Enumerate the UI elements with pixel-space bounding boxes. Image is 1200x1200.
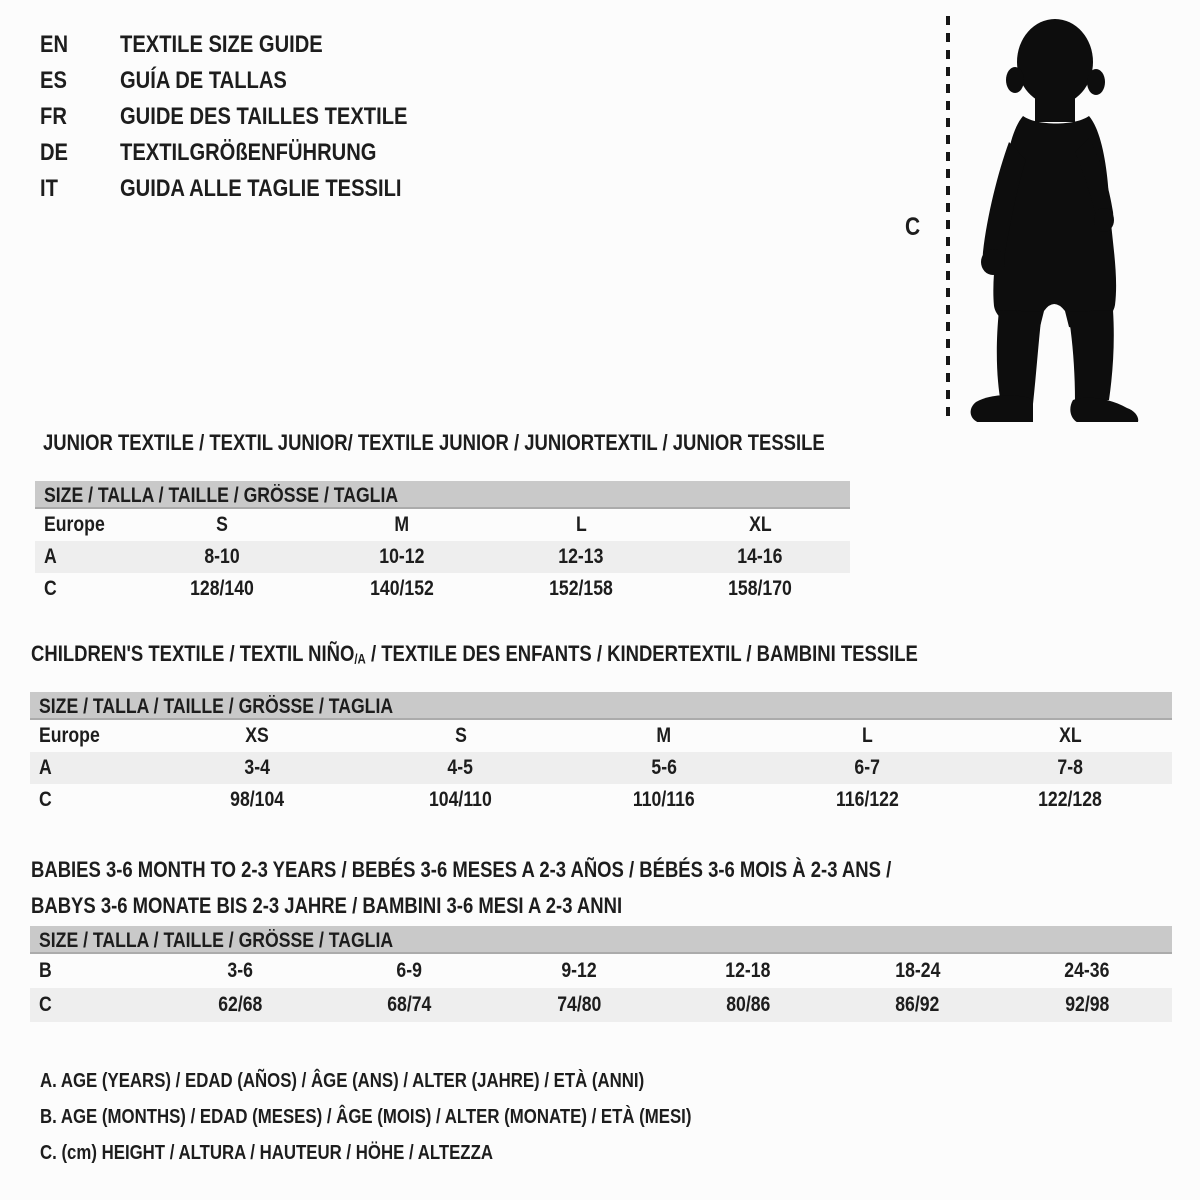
table-cell: L (575, 513, 587, 536)
guide-title: GUIDA ALLE TAGLIE TESSILI (120, 175, 402, 202)
toddler-silhouette-image (963, 10, 1145, 422)
table-cell: 80/86 (726, 993, 771, 1016)
table-cell: 4-5 (447, 756, 474, 779)
table-cell: XS (245, 724, 270, 747)
table-cell: 24-36 (1064, 959, 1110, 982)
size-header-band: SIZE / TALLA / TAILLE / GRÖSSE / TAGLIA (30, 692, 1172, 720)
row-label-cell: Europe (39, 724, 100, 747)
table-cell: 98/104 (230, 788, 285, 811)
nino-a-subscript: /A (354, 651, 366, 667)
table-cell: 104/110 (429, 788, 492, 811)
table-cell: 6-7 (854, 756, 880, 779)
table-cell: 18-24 (895, 959, 941, 982)
height-measure-dashed-line (946, 16, 950, 418)
language-code: DE (40, 139, 69, 166)
table-cell: 7-8 (1057, 756, 1084, 779)
row-label-cell: C (44, 577, 57, 600)
size-header-band: SIZE / TALLA / TAILLE / GRÖSSE / TAGLIA (35, 481, 850, 509)
language-code: EN (40, 31, 69, 58)
size-header-band: SIZE / TALLA / TAILLE / GRÖSSE / TAGLIA (30, 926, 1172, 954)
guide-title: GUÍA DE TALLAS (120, 67, 287, 94)
language-code: IT (40, 175, 58, 202)
row-label-cell: B (39, 959, 52, 982)
table-row (30, 988, 1172, 1022)
table-cell: XL (749, 513, 772, 536)
table-cell: 6-9 (396, 959, 423, 982)
table-cell: XL (1059, 724, 1082, 747)
row-label-cell: C (39, 788, 52, 811)
table-cell: 9-12 (561, 959, 597, 982)
table-cell: 92/98 (1064, 993, 1110, 1016)
table-cell: 68/74 (387, 993, 432, 1016)
table-cell: 122/128 (1038, 788, 1103, 811)
table-cell: 152/158 (549, 577, 613, 600)
language-title-list (40, 27, 462, 207)
guide-title: GUIDE DES TAILLES TEXTILE (120, 103, 408, 130)
table-cell: 140/152 (369, 577, 434, 600)
table-cell: 14-16 (737, 545, 783, 568)
height-measure-label: C (905, 213, 921, 241)
row-label-cell: C (39, 993, 52, 1016)
table-cell: 62/68 (218, 993, 263, 1016)
babies-size-table (30, 926, 1172, 1022)
table-row (35, 541, 850, 573)
table-row (35, 509, 850, 541)
table-row (35, 573, 850, 605)
language-row (40, 99, 462, 135)
table-cell: 12-18 (725, 959, 771, 982)
legend-line-a: A. AGE (YEARS) / EDAD (AÑOS) / ÂGE (ANS) / ALTER (JAHRE) / ETÀ (ANNI) (40, 1070, 645, 1092)
language-row (40, 171, 462, 207)
babies-section-title: BABIES 3-6 MONTH TO 2-3 YEARS / BEBÉS 3-6 MESES A 2-3 AÑOS / BÉBÉS 3-6 MOIS À 2-3 ANS / BABYS 3-6 MONATE BIS 2-3 JAHRE / BAMBINI 3-6 MESI A 2-3 ANNI (31, 857, 892, 918)
legend-line-b: B. AGE (MONTHS) / EDAD (MESES) / ÂGE (MOIS) / ALTER (MONATE) / ETÀ (MESI) (40, 1106, 692, 1128)
language-code: FR (40, 103, 67, 130)
children-size-table (30, 692, 1172, 816)
table-cell: 158/170 (728, 577, 793, 600)
table-cell: 74/80 (556, 993, 602, 1016)
table-cell: 128/140 (190, 577, 255, 600)
table-cell: L (861, 724, 873, 747)
guide-title: TEXTILE SIZE GUIDE (120, 31, 323, 58)
table-row (30, 784, 1172, 816)
table-cell: 8-10 (204, 545, 241, 568)
table-cell: 3-4 (244, 756, 270, 779)
table-cell: 116/122 (835, 788, 899, 811)
table-cell: 10-12 (379, 545, 425, 568)
language-code: ES (40, 67, 67, 94)
junior-section-title: JUNIOR TEXTILE / TEXTIL JUNIOR/ TEXTILE JUNIOR / JUNIORTEXTIL / JUNIOR TESSILE (43, 430, 825, 455)
measurement-legend (40, 1063, 816, 1171)
language-row (40, 63, 462, 99)
table-cell: S (216, 513, 229, 536)
table-cell: 110/116 (632, 788, 695, 811)
legend-line-c: C. (cm) HEIGHT / ALTURA / HAUTEUR / HÖHE / ALTEZZA (40, 1142, 493, 1164)
row-label-cell: Europe (44, 513, 105, 536)
table-cell: 3-6 (227, 959, 254, 982)
table-cell: M (394, 513, 410, 536)
table-cell: 86/92 (895, 993, 940, 1016)
table-cell: M (656, 724, 672, 747)
row-label-cell: A (44, 545, 57, 568)
table-cell: S (454, 724, 467, 747)
table-row (30, 720, 1172, 752)
language-row (40, 27, 462, 63)
junior-size-table (35, 481, 850, 605)
row-label-cell: A (39, 756, 52, 779)
table-row (30, 954, 1172, 988)
language-row (40, 135, 462, 171)
guide-title: TEXTILGRÖßENFÜHRUNG (120, 139, 377, 166)
table-row (30, 752, 1172, 784)
table-cell: 12-13 (558, 545, 604, 568)
table-cell: 5-6 (651, 756, 677, 779)
children-section-title: CHILDREN'S TEXTILE / TEXTIL NIÑO/A / TEXTILE DES ENFANTS / KINDERTEXTIL / BAMBINI TESSILE (31, 641, 918, 667)
